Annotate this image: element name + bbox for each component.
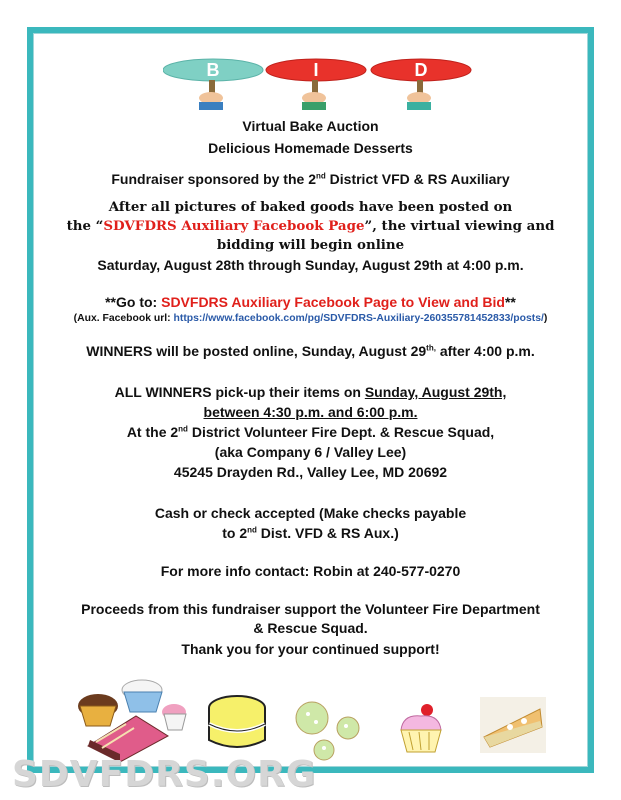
goto-pre: **Go to: bbox=[105, 294, 162, 310]
location-post: District Volunteer Fire Dept. & Rescue Squad, bbox=[187, 424, 495, 440]
proceeds-line-1: Proceeds from this fundraiser support the Volunteer Fire Department bbox=[81, 601, 540, 617]
payment-line-1: Cash or check accepted (Make checks payable bbox=[154, 505, 467, 521]
bid-sign-d bbox=[371, 59, 471, 110]
event-subtitle: Delicious Homemade Desserts bbox=[208, 140, 413, 156]
cookies-illustration bbox=[290, 698, 366, 762]
pickup-time: between 4:30 p.m. and 6:00 p.m. bbox=[203, 404, 418, 420]
sponsor-sup: nd bbox=[315, 171, 326, 181]
pickup-address: 45245 Drayden Rd., Valley Lee, MD 20692 bbox=[173, 464, 448, 480]
goto-post: ** bbox=[504, 294, 516, 310]
layer-cake-illustration bbox=[205, 694, 269, 756]
proceeds-section bbox=[34, 600, 587, 659]
payment-sup: nd bbox=[247, 525, 257, 535]
pickup-pre: ALL WINNERS pick-up their items on bbox=[114, 384, 365, 400]
payment-line-2 bbox=[34, 523, 587, 543]
pickup-location bbox=[34, 422, 587, 442]
contact-line: For more info contact: Robin at 240-577-0270 bbox=[160, 563, 461, 579]
proceeds-line-2: & Rescue Squad. bbox=[253, 620, 368, 636]
sponsor-line bbox=[34, 170, 587, 189]
winners-posted-line bbox=[34, 342, 587, 361]
bid-sign-i bbox=[266, 59, 366, 110]
pie-slice-illustration bbox=[480, 697, 546, 753]
payment-section bbox=[34, 503, 587, 543]
goto-line bbox=[34, 293, 587, 312]
goto-facebook-link[interactable]: SDVFDRS Auxiliary Facebook Page to View and Bid bbox=[161, 294, 505, 310]
intro-line-2-post: ”, the virtual viewing and bbox=[364, 218, 555, 234]
bid-letter-d: D bbox=[414, 60, 428, 80]
location-pre: At the 2 bbox=[126, 424, 179, 440]
intro-line-2-pre: the “ bbox=[66, 218, 104, 234]
winners-pre: WINNERS will be posted online, Sunday, August 29 bbox=[86, 343, 427, 359]
event-title: Virtual Bake Auction bbox=[242, 118, 379, 134]
facebook-page-name: SDVFDRS Auxiliary Facebook Page bbox=[103, 218, 365, 234]
bid-sign-b bbox=[163, 59, 263, 110]
url-post: ) bbox=[543, 313, 548, 324]
payment-post: Dist. VFD & RS Aux.) bbox=[256, 525, 399, 541]
facebook-url-link[interactable]: https://www.facebook.com/pg/SDVFDRS-Auxiliary-260355781452833/posts/ bbox=[173, 313, 544, 324]
watermark: SDVFDRS.ORG bbox=[12, 754, 317, 795]
pickup-date: Sunday, August 29th, bbox=[364, 384, 507, 400]
payment-pre: to 2 bbox=[222, 525, 248, 541]
cake-and-cupcakes-illustration bbox=[76, 676, 188, 762]
pickup-aka: (aka Company 6 / Valley Lee) bbox=[214, 444, 407, 460]
bid-signs-graphic bbox=[163, 58, 473, 110]
location-sup: nd bbox=[178, 424, 188, 434]
flyer-body bbox=[34, 110, 587, 659]
bid-letter-b: B bbox=[206, 60, 220, 80]
sponsor-text-end: District VFD & RS Auxiliary bbox=[325, 171, 510, 187]
intro-line-1: After all pictures of baked goods have been posted on bbox=[108, 199, 513, 215]
auction-dates: Saturday, August 28th through Sunday, August 29th at 4:00 p.m. bbox=[97, 257, 524, 273]
thank-you-line: Thank you for your continued support! bbox=[181, 641, 440, 657]
sponsor-text: Fundraiser sponsored by the 2 bbox=[111, 171, 316, 187]
bid-letter-i: I bbox=[313, 60, 319, 80]
winners-sup: th, bbox=[426, 343, 436, 353]
pickup-section bbox=[34, 382, 587, 482]
url-pre: (Aux. Facebook url: bbox=[73, 313, 174, 324]
pickup-line-1 bbox=[34, 382, 587, 402]
cupcake-illustration bbox=[395, 702, 447, 756]
intro-line-2 bbox=[34, 217, 587, 236]
winners-post: after 4:00 p.m. bbox=[435, 343, 535, 359]
facebook-url-line bbox=[34, 312, 587, 326]
intro-paragraph bbox=[34, 198, 587, 255]
intro-line-3: bidding will begin online bbox=[216, 237, 405, 253]
